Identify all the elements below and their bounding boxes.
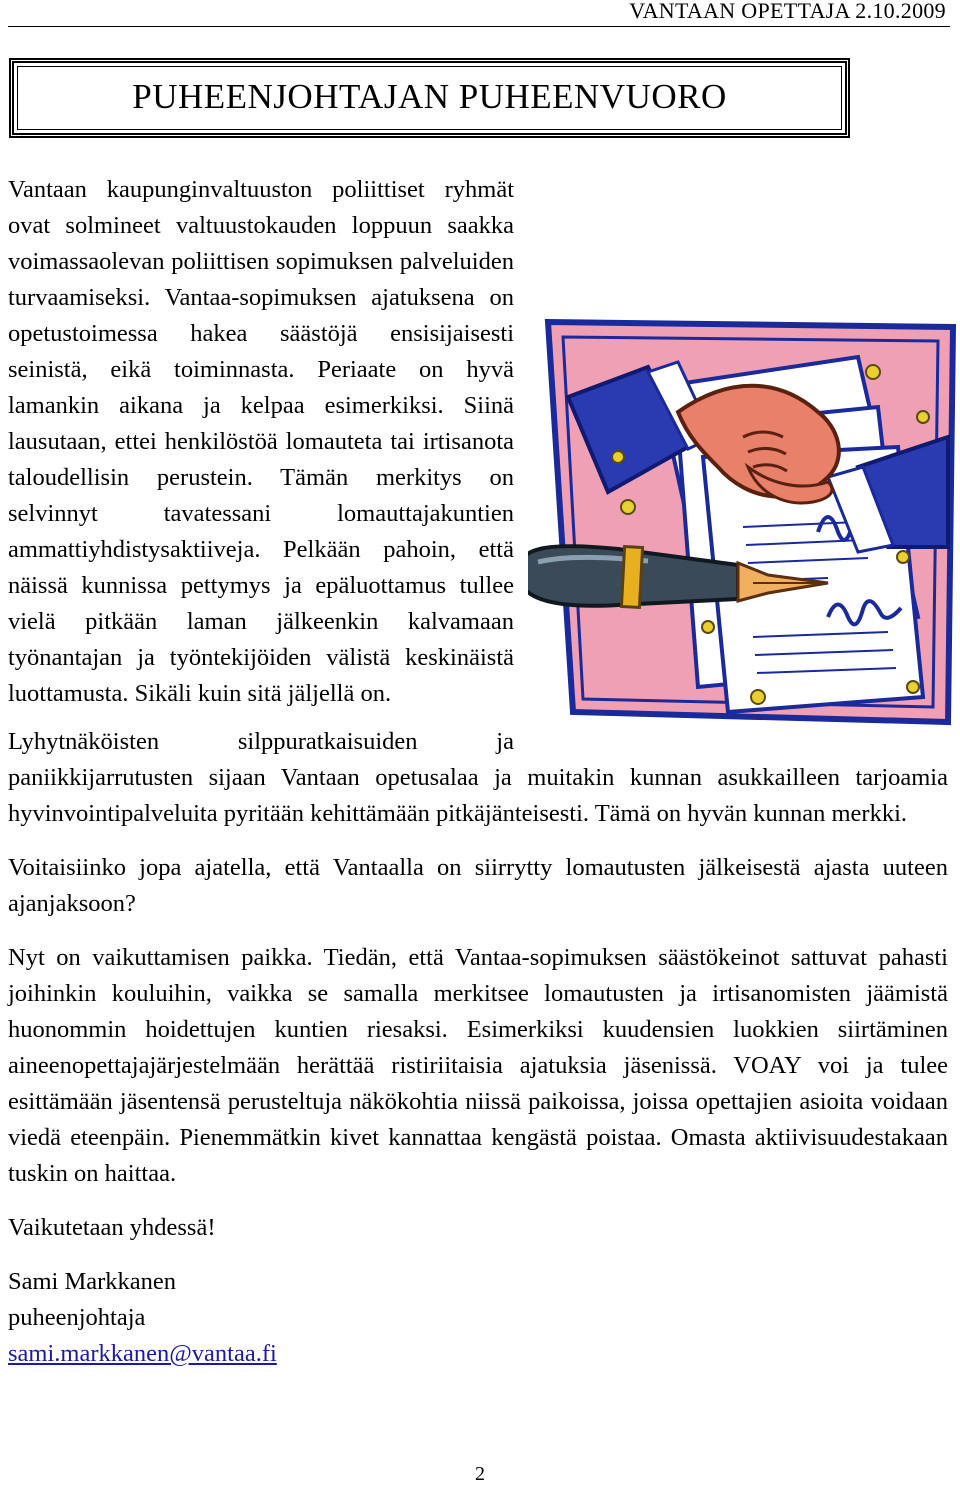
title-box bbox=[9, 58, 850, 138]
handshake-contract-icon bbox=[528, 317, 958, 727]
paragraph-1: Vantaan kaupunginvaltuuston poliittiset ryhmät ovat solmineet valtuustokauden loppuun saakka voimassaolevan poliittisen sopimuksen palveluiden turvaamiseksi. Vantaa-sopimuksen ajatuksena on opetustoimessa hakea säästöjä ensisijaisesti seinistä, eikä toiminnasta. Periaate on hyvä lamankin aikana ja kelpaa esimerkiksi. Siinä lausutaan, ettei henkilöstöä lomauteta tai irtisanota taloudellisin perustein. Tämän merkitys on selvinnyt tavatessani lomauttajakuntien ammattiyhdistysaktiiveja. Pelkään pahoin, että näissä kunnissa pettymys ja epäluottamus tullee vielä pitkään laman jälkeenkin kalvamaan työnantajan ja työntekijöiden välistä keskinäistä luottamusta. Sikäli kuin sitä jäljellä on. bbox=[8, 176, 514, 707]
paragraph-2: Lyhytnäköisten silppuratkaisuiden ja paniikkijarrutusten sijaan Vantaan opetusalaa ja muitakin kunnan asukkailleen tarjoamia hyvinvointipalveluita pyritään kehittämään pitkäjänteisesti. Tämä on hyvän kunnan merkki. bbox=[8, 728, 948, 827]
paragraph-5: Vaikutetaan yhdessä! bbox=[8, 1214, 216, 1241]
signature-role: puheenjohtaja bbox=[8, 1304, 146, 1331]
email-link[interactable]: sami.markkanen@vantaa.fi bbox=[8, 1340, 277, 1367]
page-number: 2 bbox=[475, 1463, 485, 1485]
handshake-illustration bbox=[528, 317, 948, 717]
paragraph-3: Voitaisiinko jopa ajatella, että Vantaalla on siirrytty lomautusten jälkeisestä ajasta uuteen ajanjaksoon? bbox=[8, 854, 948, 917]
signature-block bbox=[8, 1264, 948, 1372]
paragraph-4: Nyt on vaikuttamisen paikka. Tiedän, että Vantaa-sopimuksen säästökeinot sattuvat pahasti joihinkin kouluihin, vaikka se samalla merkitsee lomautusten ja irtisanomisten jäämistä huonommin hoidettujen kuntien riesaksi. Esimerkiksi kuudensien luokkien siirtäminen aineenopettajajärjestelmään herättää ristiriitaisia ajatuksia jäsenissä. VOAY voi ja tulee esittämään jäsentensä perusteltuja näkökohtia niissä paikoissa, joissa opettajien asioita voidaan viedä eteenpäin. Pienemmätkin kivet kannattaa kengästä poistaa. Omasta aktiivisuudestakaan tuskin on haittaa. bbox=[8, 944, 948, 1187]
article-body bbox=[8, 172, 948, 1372]
running-header: VANTAAN OPETTAJA 2.10.2009 bbox=[629, 0, 946, 23]
article-title: PUHEENJOHTAJAN PUHEENVUORO bbox=[132, 77, 727, 116]
signature-name: Sami Markkanen bbox=[8, 1268, 177, 1295]
